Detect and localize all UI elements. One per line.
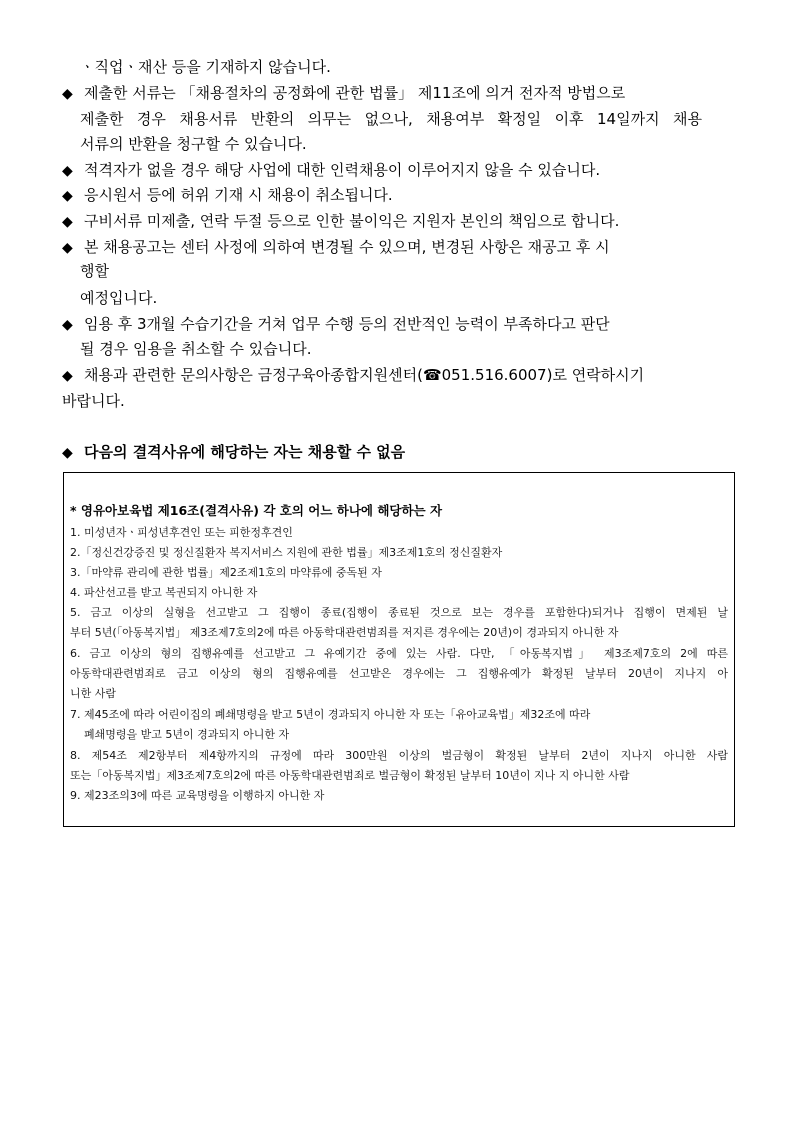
notice-text: 본 채용공고는 센터 사정에 의하여 변경될 수 있으며, 변경된 사항은 재공고 후 시 xyxy=(84,238,610,256)
list-item: 3.「마약류 관리에 관한 법률」제2조제1호의 마약류에 중독된 자 xyxy=(70,566,382,579)
notice-item-false-entry xyxy=(62,185,393,206)
notice-text: 서류의 반환을 청구할 수 있습니다. xyxy=(80,135,307,153)
notice-text: 될 경우 임용을 취소할 수 있습니다. xyxy=(80,340,312,358)
notice-text: 적격자가 없을 경우 해당 사업에 대한 인력채용이 이루어지지 않을 수 있습니다. xyxy=(84,161,601,179)
diamond-bullet-icon: ◆ xyxy=(62,368,73,384)
diamond-bullet-icon: ◆ xyxy=(62,86,73,102)
diamond-bullet-icon: ◆ xyxy=(62,163,73,179)
notice-text: 구비서류 미제출, 연락 두절 등으로 인한 불이익은 지원자 본인의 책임으로 합니다. xyxy=(84,212,620,230)
list-item-continuation: 폐쇄명령을 받고 5년이 경과되지 아니한 자 xyxy=(84,728,290,741)
notice-item-no-qualified xyxy=(62,160,600,181)
list-item: 5. 금고 이상의 실형을 선고받고 그 집행이 종료(집행이 종료된 것으로 보는 경우를 포함한다)되거나 집행이 면제된 날 xyxy=(70,606,728,619)
diamond-bullet-icon: ◆ xyxy=(62,445,73,461)
notice-item-announcement-change xyxy=(62,237,610,258)
notice-item-responsibility xyxy=(62,211,619,232)
notice-text: 제출한 서류는 「채용절차의 공정화에 관한 법률」 제11조에 의거 전자적 방법으로 xyxy=(84,84,626,102)
notice-text: 채용과 관련한 문의사항은 금정구육아종합지원센터(☎051.516.6007)로 연락하시기 xyxy=(84,366,645,384)
diamond-bullet-icon: ◆ xyxy=(62,214,73,230)
box-title: * 영유아보육법 제16조(결격사유) 각 호의 어느 하나에 해당하는 자 xyxy=(70,503,443,518)
section-heading-text: 다음의 결격사유에 해당하는 자는 채용할 수 없음 xyxy=(84,443,406,461)
list-item-continuation: 부터 5년(「아동복지법」 제3조제7호의2에 따른 아동학대관련범죄를 저지른 경우에는 20년)이 경과되지 아니한 자 xyxy=(70,626,619,639)
notice-text: 바랍니다. xyxy=(62,392,125,410)
list-item: 7. 제45조에 따라 어린이집의 폐쇄명령을 받고 5년이 경과되지 아니한 자 또는「유아교육법」제32조에 따라 xyxy=(70,708,591,721)
list-item: 1. 미성년자ㆍ피성년후견인 또는 피한정후견인 xyxy=(70,526,293,539)
disqualification-heading xyxy=(62,441,405,464)
notice-text: 응시원서 등에 허위 기재 시 채용이 취소됩니다. xyxy=(84,186,393,204)
notice-item-document-return xyxy=(62,83,625,104)
list-item: 6. 금고 이상의 형의 집행유예를 선고받고 그 유예기간 중에 있는 사람. 다만, 「아동복지법」 제3조제7호의 2에 따른 xyxy=(70,647,728,660)
list-item-continuation: 니한 사람 xyxy=(70,687,117,700)
list-item: 9. 제23조의3에 따른 교육명령을 이행하지 아니한 자 xyxy=(70,789,325,802)
notice-continuation: ㆍ직업ㆍ재산 등을 기재하지 않습니다. xyxy=(80,58,331,76)
notice-text: 제출한 경우 채용서류 반환의 의무는 없으나, 채용여부 확정일 이후 14일까지 채용 xyxy=(80,110,702,128)
diamond-bullet-icon: ◆ xyxy=(62,188,73,204)
list-item: 4. 파산선고를 받고 복권되지 아니한 자 xyxy=(70,586,258,599)
diamond-bullet-icon: ◆ xyxy=(62,317,73,333)
notice-text: 예정입니다. xyxy=(80,289,158,307)
diamond-bullet-icon: ◆ xyxy=(62,240,73,256)
list-item-continuation: 아동학대관련범죄로 금고 이상의 형의 집행유예를 선고받은 경우에는 그 집행유예가 확정된 날부터 20년이 지나지 아 xyxy=(70,667,728,680)
notice-item-inquiry xyxy=(62,365,644,386)
list-item: 2.「정신건강증진 및 정신질환자 복지서비스 지원에 관한 법률」제3조제1호의 정신질환자 xyxy=(70,546,503,559)
disqualification-box xyxy=(63,472,735,827)
notice-text: 임용 후 3개월 수습기간을 거쳐 업무 수행 등의 전반적인 능력이 부족하다고 판단 xyxy=(84,315,610,333)
notice-text: 행할 xyxy=(80,262,109,280)
list-item: 8. 제54조 제2항부터 제4항까지의 규정에 따라 300만원 이상의 벌금형이 확정된 날부터 2년이 지나지 아니한 사람 xyxy=(70,749,728,762)
list-item-continuation: 또는「아동복지법」제3조제7호의2에 따른 아동학대관련범죄로 벌금형이 확정된 날부터 10년이 지나 지 아니한 사람 xyxy=(70,769,630,782)
notice-item-probation xyxy=(62,314,610,335)
